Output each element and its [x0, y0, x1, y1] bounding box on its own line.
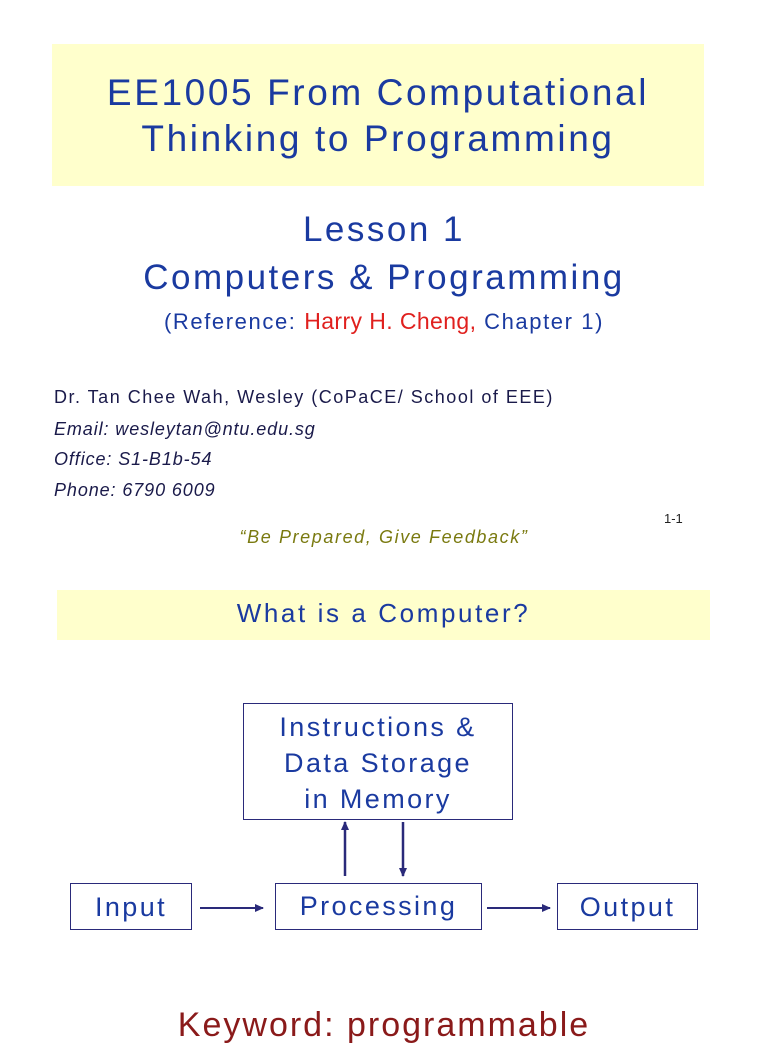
- reference-author: Harry H. Cheng,: [304, 308, 477, 334]
- course-title-line-1: EE1005 From Computational: [106, 72, 650, 113]
- input-label: Input: [94, 892, 168, 922]
- lesson-topic: Computers & Programming: [143, 258, 625, 297]
- processing-label: Processing: [299, 891, 458, 921]
- keyword-text: Keyword: programmable: [177, 1006, 591, 1044]
- motto: “Be Prepared, Give Feedback”: [239, 527, 529, 547]
- memory-label-line-1: Instructions &: [279, 712, 477, 742]
- slide-number: 1-1: [664, 511, 683, 526]
- instructor-office: Office: S1-B1b-54: [54, 449, 213, 469]
- instructor-phone: Phone: 6790 6009: [54, 480, 216, 500]
- output-label: Output: [579, 892, 676, 922]
- instructor-name: Dr. Tan Chee Wah, Wesley (CoPaCE/ School of EEE): [54, 387, 554, 407]
- instructor-email: Email: wesleytan@ntu.edu.sg: [54, 419, 316, 439]
- memory-label-line-3: in Memory: [304, 784, 452, 814]
- reference-suffix: Chapter 1): [476, 309, 605, 334]
- lesson-number: Lesson 1: [302, 210, 466, 249]
- section-heading: What is a Computer?: [236, 598, 531, 628]
- course-title-line-2: Thinking to Programming: [141, 118, 615, 159]
- memory-label-line-2: Data Storage: [284, 748, 472, 778]
- reference-prefix: (Reference:: [163, 309, 305, 334]
